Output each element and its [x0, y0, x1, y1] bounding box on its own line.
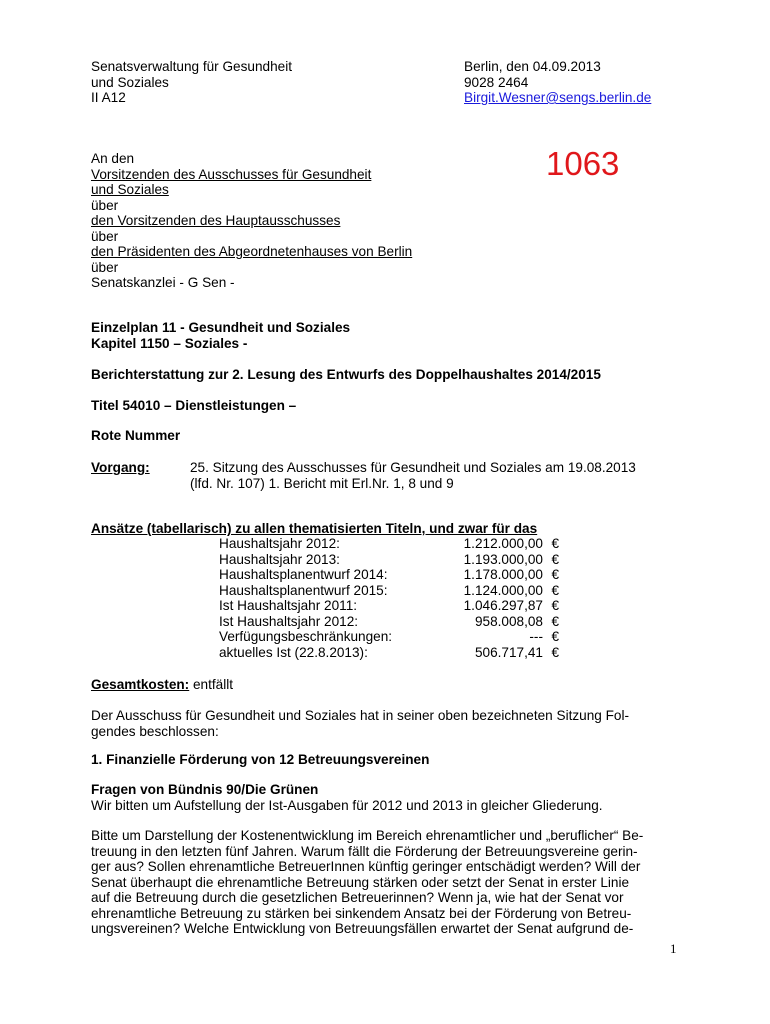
row-label: Haushaltsplanentwurf 2015: [219, 582, 388, 598]
paragraph-line: gendes beschlossen: [91, 723, 219, 739]
section-heading: 1. Finanzielle Förderung von 12 Betreuungsvereinen [91, 752, 430, 767]
row-value: 1.124.000,00 [463, 582, 543, 598]
questions-heading: Fragen von Bündnis 90/Die Grünen [91, 782, 319, 797]
table-row [219, 583, 559, 599]
currency-sign: € [551, 613, 559, 629]
row-value: 1.178.000,00 [463, 567, 543, 582]
row-label: Ist Haushaltsjahr 2012: [219, 613, 359, 629]
currency-sign: € [551, 567, 559, 582]
currency-sign: € [551, 582, 559, 598]
row-label: Haushaltsjahr 2012: [219, 536, 340, 551]
budget-table [219, 536, 559, 660]
currency-sign: € [551, 598, 559, 613]
resolution-paragraph [91, 708, 629, 739]
vorgang-line: 25. Sitzung des Ausschusses für Gesundheit und Soziales am 19.08.2013 [190, 460, 636, 475]
row-value: 958.008,08 [474, 613, 543, 629]
question-paragraph [91, 828, 643, 937]
recipient-block [91, 151, 412, 291]
currency-sign: € [551, 551, 559, 567]
document-number: 1063 [546, 145, 620, 182]
currency-sign: € [551, 536, 559, 551]
row-value: 1.193.000,00 [463, 551, 543, 567]
paragraph-line: Bitte um Darstellung der Kostenentwicklung im Bereich ehrenamtlicher und „beruflicher“ Be- [91, 828, 644, 843]
total-cost-value: entfällt [189, 677, 234, 692]
row-value: --- [529, 629, 543, 644]
paragraph-line: ger aus? Sollen ehrenamtliche BetreuerInnen künftig geringer entschädigt werden? Will der [91, 859, 641, 874]
paragraph-line: treuung in den letzten fünf Jahren. Warum fällt die Förderung der Betreuungsvereine gerin- [91, 843, 638, 859]
paragraph-line: auf die Betreuung durch die gesetzlichen Betreuerinnen? Wenn ja, wie hat der Senat vor [91, 890, 624, 905]
sender-line: und Soziales [91, 74, 169, 90]
row-label: Haushaltsjahr 2013: [219, 551, 340, 567]
recipient-line: über [91, 228, 119, 244]
row-value: 506.717,41 [474, 644, 543, 660]
recipient-line: und Soziales [91, 182, 169, 197]
paragraph-line: ehrenamtliche Betreuung zu stärken bei sinkendem Ansatz bei der Förderung von Betreu- [91, 905, 632, 921]
vorgang-line: (lfd. Nr. 107) 1. Bericht mit Erl.Nr. 1, 8 und 9 [190, 475, 454, 491]
table-row [219, 614, 559, 630]
recipient-line: An den [91, 151, 135, 166]
currency-sign: € [551, 629, 559, 644]
vorgang-text [190, 460, 636, 491]
recipient-line: den Präsidenten des Abgeordnetenhauses von Berlin [91, 244, 413, 259]
currency-sign: € [551, 644, 559, 660]
vorgang-label: Vorgang: [91, 460, 150, 475]
ansaetze-heading: Ansätze (tabellarisch) zu allen thematisierten Titeln, und zwar für das [91, 521, 538, 536]
recipient-line: Senatskanzlei - G Sen - [91, 275, 235, 290]
sender-block [91, 59, 292, 106]
row-label: Ist Haushaltsjahr 2011: [219, 598, 358, 613]
table-row [219, 598, 559, 614]
row-value: 1.046.297,87 [463, 598, 543, 613]
recipient-line: Vorsitzenden des Ausschusses für Gesundheit [91, 166, 372, 182]
plan-heading: Einzelplan 11 - Gesundheit und Soziales [91, 320, 351, 335]
sender-line: II A12 [91, 90, 126, 105]
table-row [219, 645, 559, 661]
table-row [219, 536, 559, 552]
budget-plan-heading [91, 320, 350, 351]
recipient-line: über [91, 259, 119, 275]
row-label: Haushaltsplanentwurf 2014: [219, 567, 388, 582]
questions-block [91, 782, 603, 813]
email-link[interactable]: Birgit.Wesner@sengs.berlin.de [464, 90, 652, 105]
recipient-line: den Vorsitzenden des Hauptausschusses [91, 213, 341, 228]
paragraph-line: Der Ausschuss für Gesundheit und Soziales hat in seiner oben bezeichneten Sitzung Fol- [91, 708, 630, 723]
table-row [219, 629, 559, 645]
phone-line: 9028 2464 [464, 74, 529, 90]
question-text: Wir bitten um Aufstellung der Ist-Ausgaben für 2012 und 2013 in gleicher Gliederung. [91, 797, 603, 813]
paragraph-line: Senat überhaupt die ehrenamtliche Betreuung stärken oder setzt der Senat in erster Linie [91, 874, 630, 890]
sender-line: Senatsverwaltung für Gesundheit [91, 59, 293, 74]
row-label: Verfügungsbeschränkungen: [219, 629, 393, 644]
recipient-line: über [91, 197, 119, 213]
chapter-heading: Kapitel 1150 – Soziales - [91, 335, 248, 351]
row-value: 1.212.000,00 [463, 536, 543, 551]
row-label: aktuelles Ist (22.8.2013): [219, 644, 368, 660]
report-heading: Berichterstattung zur 2. Lesung des Entwurfs des Doppelhaushaltes 2014/2015 [91, 367, 601, 382]
red-number-heading: Rote Nummer [91, 428, 181, 443]
page-number: 1 [670, 941, 677, 956]
table-row [219, 567, 559, 583]
title-heading: Titel 54010 – Dienstleistungen – [91, 398, 297, 413]
contact-block [464, 59, 651, 106]
paragraph-line: ungsvereinen? Welche Entwicklung von Betreuungsfällen erwartet der Senat aufgrund de- [91, 921, 634, 936]
date-line: Berlin, den 04.09.2013 [464, 59, 601, 74]
total-cost-label: Gesamtkosten: [91, 677, 190, 692]
total-cost [91, 677, 233, 693]
table-row [219, 552, 559, 568]
